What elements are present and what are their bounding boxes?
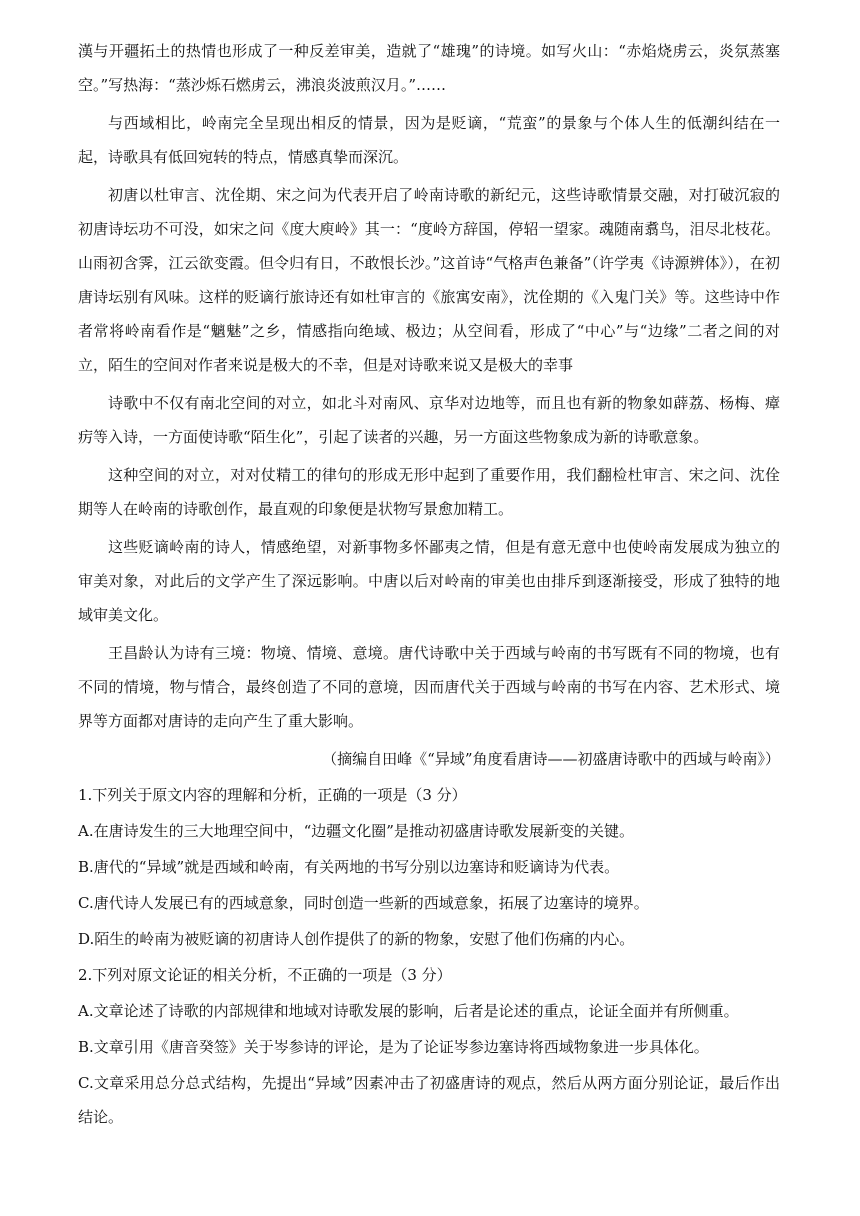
question-2-option-a: A.文章论述了诗歌的内部规律和地域对诗歌发展的影响，后者是论述的重点，论证全面并有所侧重。 xyxy=(78,1002,739,1020)
question-1-option-a: A.在唐诗发生的三大地理空间中，“边疆文化圈”是推动初盛唐诗歌发展新变的关键。 xyxy=(78,822,634,840)
exam-page xyxy=(78,34,780,1136)
passage-paragraph-5: 这种空间的对立，对对仗精工的律句的形成无形中起到了重要作用，我们翻检杜审言、宋之问、沈佺期等人在岭南的诗歌创作，最直观的印象便是状物写景愈加精工。 xyxy=(78,466,780,518)
passage-paragraph-4: 诗歌中不仅有南北空间的对立，如北斗对南风、京华对边地等，而且也有新的物象如薜荔、杨梅、瘴疠等入诗，一方面使诗歌“陌生化”，引起了读者的兴趣，另一方面这些物象成为新的诗歌意象。 xyxy=(78,394,780,446)
question-1-option-b: B.唐代的“异域”就是西域和岭南，有关两地的书写分别以边塞诗和贬谪诗为代表。 xyxy=(78,858,620,876)
passage-paragraph-7: 王昌龄认为诗有三境：物境、情境、意境。唐代诗歌中关于西域与岭南的书写既有不同的物境，也有不同的情境，物与情合，最终创造了不同的意境，因而唐代关于西域与岭南的书写在内容、艺术形式、境界等方面都对唐诗的走向产生了重大影响。 xyxy=(78,644,780,730)
question-1-option-c: C.唐代诗人发展已有的西域意象，同时创造一些新的西域意象，拓展了边塞诗的境界。 xyxy=(78,894,649,912)
question-1-option-d: D.陌生的岭南为被贬谪的初唐诗人创作提供了的新的物象，安慰了他们伤痛的内心。 xyxy=(78,930,635,948)
question-2 xyxy=(78,958,780,1134)
question-2-stem: 2.下列对原文论证的相关分析，不正确的一项是（3 分） xyxy=(78,966,452,984)
passage-paragraph-6: 这些贬谪岭南的诗人，情感绝望，对新事物多怀鄙夷之情，但是有意无意中也使岭南发展成为独立的审美对象，对此后的文学产生了深远影响。中唐以后对岭南的审美也由排斥到逐渐接受，形成了独特的地域审美文化。 xyxy=(78,538,780,624)
passage-paragraph-1: 漢与开疆拓土的热情也形成了一种反差审美，造就了“雄瑰”的诗境。如写火山：“赤焰烧虏云，炎氛蒸塞空。”写热海：“蒸沙烁石燃虏云，沸浪炎波煎汉月。”…… xyxy=(78,42,780,94)
passage-paragraph-2: 与西域相比，岭南完全呈现出相反的情景，因为是贬谪，“荒蛮”的景象与个体人生的低潮纠结在一起，诗歌具有低回宛转的特点，情感真挚而深沉。 xyxy=(78,114,780,166)
passage-source-citation: （摘编自田峰《“异域”角度看唐诗——初盛唐诗歌中的西域与岭南》） xyxy=(322,750,780,768)
reading-passage xyxy=(78,34,780,776)
question-1-stem: 1.下列关于原文内容的理解和分析，正确的一项是（3 分） xyxy=(78,786,467,804)
question-2-option-b: B.文章引用《唐音癸签》关于岑参诗的评论，是为了论证岑参边塞诗将西域物象进一步具体化。 xyxy=(78,1038,709,1056)
passage-paragraph-3: 初唐以杜审言、沈佺期、宋之问为代表开启了岭南诗歌的新纪元，这些诗歌情景交融，对打破沉寂的初唐诗坛功不可没，如宋之问《度大庾岭》其一：“度岭方辞国，停轺一望家。魂随南翥鸟，泪尽北枝花。山雨初含霁，江云欲变霞。但令归有日，不敢恨长沙。”这首诗“气格声色兼备”（许学夷《诗源辨体》），在初唐诗坛别有风味。这样的贬谪行旅诗还有如杜审言的《旅寓安南》，沈佺期的《入鬼门关》等。这些诗中作者常将岭南看作是“魑魅”之乡，情感指向绝域、极边；从空间看，形成了“中心”与“边缘”二者之间的对立，陌生的空间对作者来说是极大的不幸，但是对诗歌来说又是极大的幸事 xyxy=(78,186,780,374)
question-2-option-c: C.文章采用总分总式结构，先提出“异域”因素冲击了初盛唐诗的观点，然后从两方面分别论证，最后作出结论。 xyxy=(78,1074,780,1126)
question-1 xyxy=(78,778,780,956)
